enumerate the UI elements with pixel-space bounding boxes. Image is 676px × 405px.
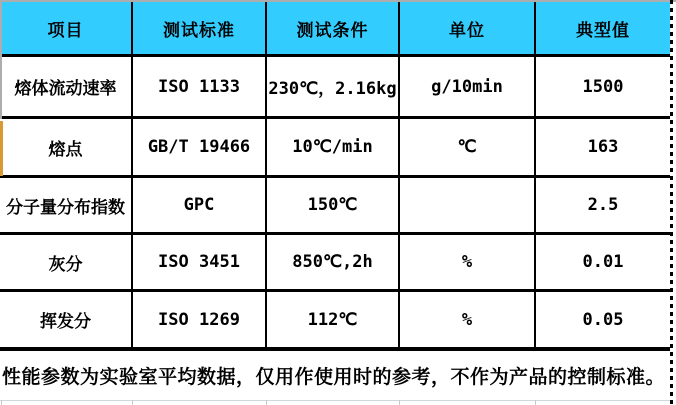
gridline-stub <box>399 400 400 405</box>
cell-unit: g/10min <box>399 56 535 118</box>
cell-typical-value: 1500 <box>535 56 670 118</box>
cell-condition: 112℃ <box>266 291 399 350</box>
table-row <box>0 177 670 234</box>
table-row <box>0 118 670 177</box>
page-break-dashed-line <box>670 0 673 405</box>
cell-standard: ISO 1269 <box>132 291 266 350</box>
cell-standard: ISO 3451 <box>132 234 266 291</box>
cell-item: 挥发分 <box>0 291 132 350</box>
table-row <box>0 234 670 291</box>
table-row <box>0 56 670 118</box>
cell-standard: ISO 1133 <box>132 56 266 118</box>
cell-unit: % <box>399 291 535 350</box>
cell-unit: % <box>399 234 535 291</box>
gridline-stub <box>266 400 267 405</box>
disclaimer-note: 性能参数为实验室平均数据，仅用作使用时的参考，不作为产品的控制标准。 <box>2 365 666 388</box>
cell-unit <box>399 177 535 234</box>
cell-typical-value: 0.01 <box>535 234 670 291</box>
cell-typical-value: 2.5 <box>535 177 670 234</box>
table-row <box>0 291 670 350</box>
gridline-stub <box>535 400 536 405</box>
bottom-gridline <box>0 400 670 401</box>
property-table <box>0 2 670 351</box>
cell-standard: GPC <box>132 177 266 234</box>
cell-condition: 850℃,2h <box>266 234 399 291</box>
cell-unit: ℃ <box>399 118 535 177</box>
header-typical-value: 典型值 <box>535 2 670 56</box>
cell-condition: 230℃，2.16kg <box>266 56 399 118</box>
cell-item: 熔点 <box>0 118 132 177</box>
gridline-stub <box>132 400 133 405</box>
header-test-condition: 测试条件 <box>266 2 399 56</box>
header-unit: 单位 <box>399 2 535 56</box>
header-item: 项目 <box>0 2 132 56</box>
cell-typical-value: 163 <box>535 118 670 177</box>
header-test-standard: 测试标准 <box>132 2 266 56</box>
gridline-stub <box>1 400 2 405</box>
cell-item: 分子量分布指数 <box>0 177 132 234</box>
table-header-row <box>0 2 670 56</box>
left-edge-line <box>0 0 2 119</box>
cell-item: 熔体流动速率 <box>0 56 132 118</box>
cell-item: 灰分 <box>0 234 132 291</box>
cell-standard: GB/T 19466 <box>132 118 266 177</box>
left-orange-marker <box>0 121 3 176</box>
cell-condition: 150℃ <box>266 177 399 234</box>
top-edge-line <box>0 0 676 2</box>
cell-typical-value: 0.05 <box>535 291 670 350</box>
cell-condition: 10℃/min <box>266 118 399 177</box>
